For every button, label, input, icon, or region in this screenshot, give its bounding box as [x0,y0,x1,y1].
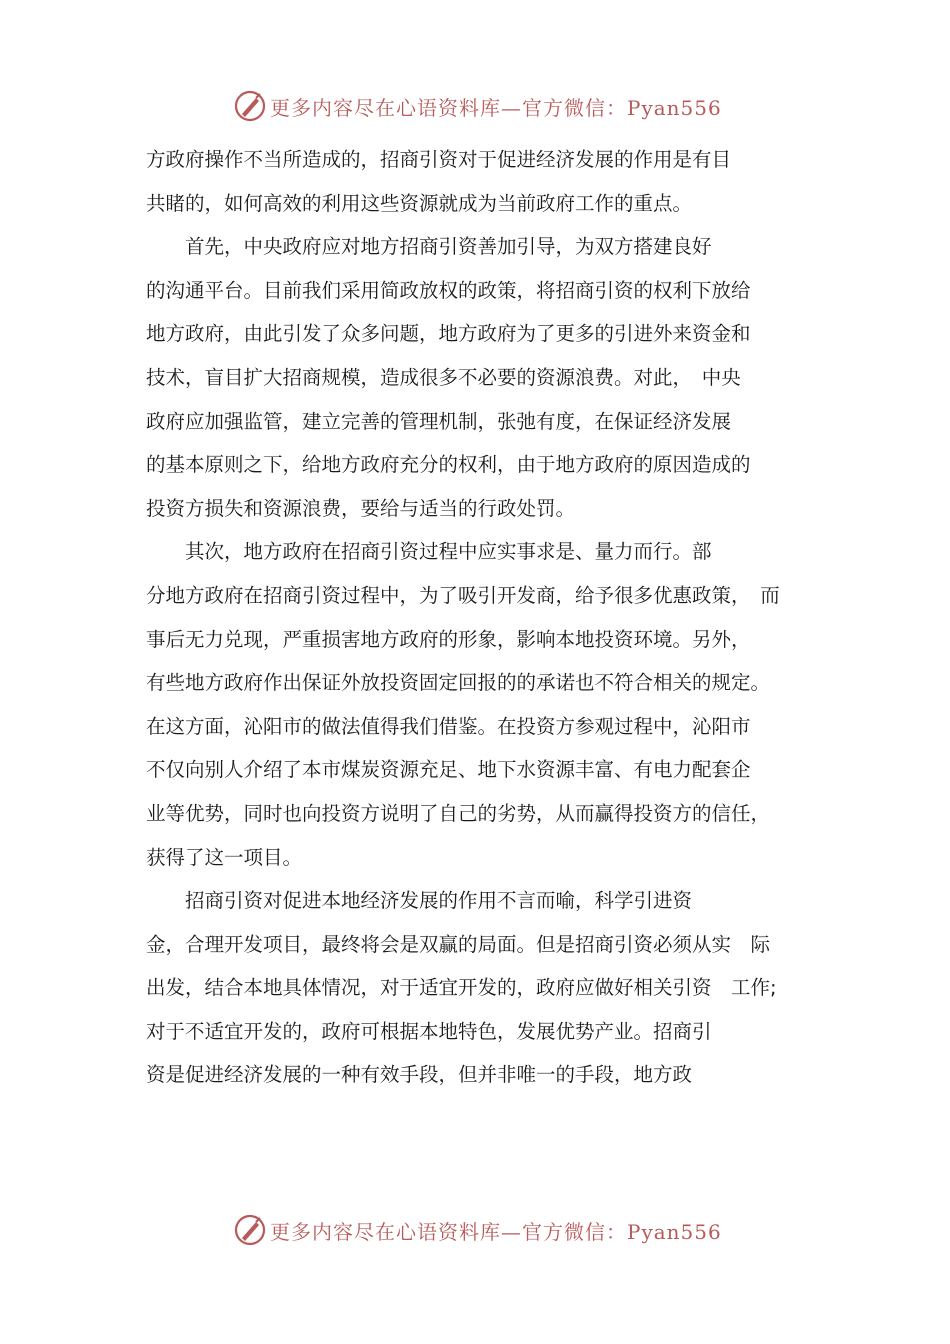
text-line: 资是促进经济发展的一种有效手段，但并非唯一的手段，地方政 [146,1063,693,1087]
text-line: 招商引资对促进本地经济发展的作用不言而喻，科学引进资 [146,889,693,913]
text-line: 的沟通平台。目前我们采用简政放权的政策，将招商引资的权利下放给 [146,278,751,302]
text-line: 业等优势，同时也向投资方说明了自己的劣势，从而赢得投资方的信任， [146,801,771,825]
text-line: 对于不适宜开发的，政府可根据本地特色，发展优势产业。招商引 [146,1019,712,1043]
header-banner [0,82,950,130]
text-line: 不仅向别人介绍了本市煤炭资源充足、地下水资源丰富、有电力配套企 [146,758,751,782]
text-line: 首先，中央政府应对地方招商引资善加引导，为双方搭建良好 [146,235,712,259]
text-line: 在这方面，沁阳市的做法值得我们借鉴。在投资方参观过程中，沁阳市 [146,714,751,738]
text-line: 分地方政府在招商引资过程中，为了吸引开发商，给予很多优惠政策， 而 [146,583,780,607]
text-line: 有些地方政府作出保证外放投资固定回报的的承诺也不符合相关的规定。 [146,671,771,695]
text-line: 事后无力兑现，严重损害地方政府的形象，影响本地投资环境。另外， [146,627,751,651]
footer-banner [0,1206,950,1254]
text-line: 其次，地方政府在招商引资过程中应实事求是、量力而行。部 [146,540,712,564]
header-banner-text: 更多内容尽在心语资料库—官方微信：Pyan556 [270,96,722,120]
text-line: 技术，盲目扩大招商规模，造成很多不必要的资源浪费。对此， 中央 [146,365,741,389]
text-line: 共睹的，如何高效的利用这些资源就成为当前政府工作的重点。 [146,191,693,215]
document-body [146,138,826,1097]
text-line: 地方政府，由此引发了众多问题，地方政府为了更多的引进外来资金和 [146,322,751,346]
text-line: 投资方损失和资源浪费，要给与适当的行政处罚。 [146,496,576,520]
text-line: 的基本原则之下，给地方政府充分的权利，由于地方政府的原因造成的 [146,453,751,477]
text-line: 获得了这一项目。 [146,845,303,869]
footer-banner-text: 更多内容尽在心语资料库—官方微信：Pyan556 [270,1220,722,1244]
pen-logo-icon [232,1212,268,1248]
text-line: 出发，结合本地具体情况，对于适宜开发的，政府应做好相关引资 工作; [146,976,777,1000]
text-line: 政府应加强监管，建立完善的管理机制，张弛有度，在保证经济发展 [146,409,732,433]
pen-logo-icon [232,88,268,124]
text-line: 金，合理开发项目，最终将会是双赢的局面。但是招商引资必须从实 际 [146,932,771,956]
text-line: 方政府操作不当所造成的，招商引资对于促进经济发展的作用是有目 [146,148,732,171]
